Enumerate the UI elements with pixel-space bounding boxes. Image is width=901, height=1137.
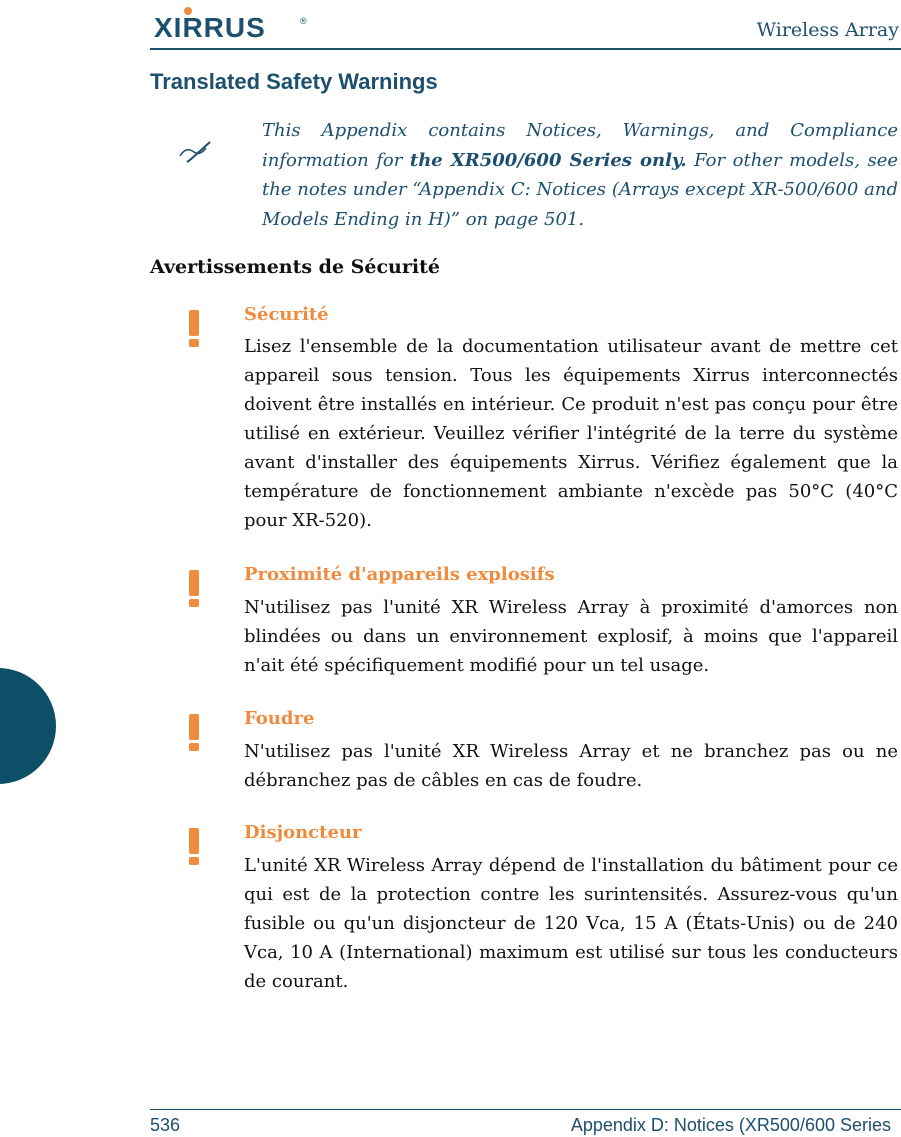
chapter-title: Appendix D: Notices (XR500/600 Series	[570, 1115, 891, 1135]
logo-text: XIRRUS	[154, 12, 266, 42]
warning-body-explosifs: N'utilisez pas l'unité XR Wireless Array à proximité d'amorces non blindées ou dans un environnement explosif, à moins que l'appareil n'ait été spécifiquement modifié pour un tel usage.	[244, 597, 898, 676]
pencil-note-icon	[176, 136, 216, 164]
chapter-side-tab	[0, 668, 56, 784]
exclamation-icon	[183, 712, 205, 752]
exclamation-icon	[183, 826, 205, 866]
french-warnings-heading: Avertissements de Sécurité	[150, 256, 440, 278]
exclamation-icon	[183, 308, 205, 348]
warning-body-disjoncteur: L'unité XR Wireless Array dépend de l'installation du bâtiment pour ce qui est de la protection contre les surintensités. Assurez-vous qu'un fusible ou qu'un disjoncteur de 120 Vca, 15 A (États-Unis) ou de 240 Vca, 10 A (International) maximum est utilisé sur tous les conducteurs de courant.	[244, 855, 898, 992]
warning-title-foudre: Foudre	[244, 708, 315, 729]
logo-registered-mark: ®	[300, 16, 307, 26]
warning-title-explosifs: Proximité d'appareils explosifs	[244, 564, 555, 585]
note-text-end: For other models, see the notes under “Appendix C: Notices (Arrays except XR-500/600 and Models Ending in H)” on page 501.	[262, 149, 898, 230]
warning-body-securite: Lisez l'ensemble de la documentation utilisateur avant de mettre cet appareil sous tension. Tous les équipements Xirrus interconnectés doivent être installés en intérieur. Ce produit n'est pas conçu pour être utilisé en extérieur. Veuillez vérifier l'intégrité de la terre du système avant d'installer des équipements Xirrus. Vérifiez également que la température de fonctionnement ambiante n'excède pas 50°C (40°C pour XR-520).	[244, 336, 898, 531]
footer-divider	[150, 1109, 901, 1110]
exclamation-icon	[183, 568, 205, 608]
warning-body-foudre: N'utilisez pas l'unité XR Wireless Array et ne branchez pas ou ne débranchez pas de câbles en cas de foudre.	[244, 741, 898, 791]
section-title: Translated Safety Warnings	[150, 69, 438, 94]
warning-title-disjoncteur: Disjoncteur	[244, 822, 362, 843]
appendix-note	[262, 116, 898, 234]
note-text-bold: the XR500/600 Series only.	[409, 149, 687, 171]
xirrus-logo	[152, 6, 312, 42]
note-text-start: This Appendix contains Notices, Warnings, and Compliance information for	[262, 120, 898, 171]
warning-title-securite: Sécurité	[244, 304, 329, 325]
document-title: Wireless Array	[756, 19, 899, 41]
header-divider	[150, 48, 901, 50]
page-number: 536	[150, 1115, 181, 1135]
